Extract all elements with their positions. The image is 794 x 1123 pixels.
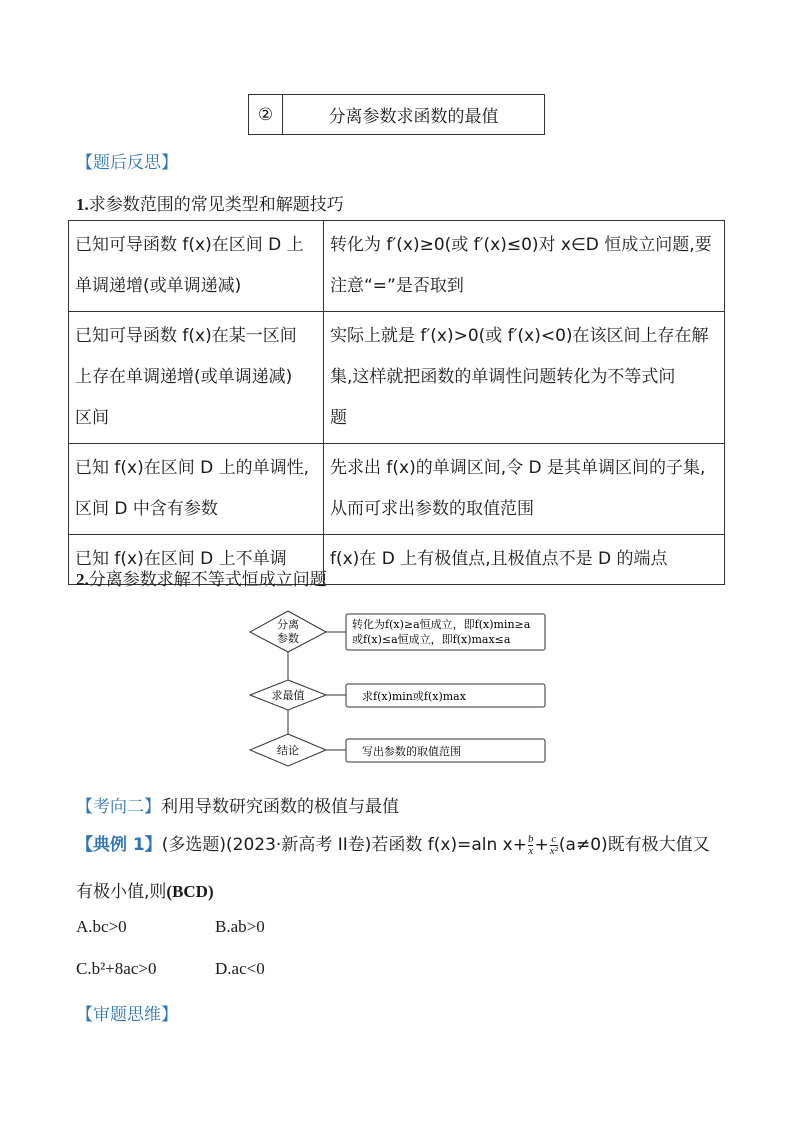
frac2-num: c — [551, 832, 557, 845]
section1-heading — [76, 190, 344, 215]
desc1-line2: 或f(x)≤a恒成立，即f(x)max≤a — [352, 633, 511, 646]
cell-line: 转化为 f′(x)≥0(或 f′(x)≤0)对 x∈D 恒成立问题,要 — [330, 235, 712, 255]
method-title: 分离参数求函数的最值 — [328, 107, 499, 127]
diamond1-line2: 参数 — [277, 632, 299, 645]
cell-line: 先求出 f(x)的单调区间,令 D 是其单调区间的子集, — [330, 458, 706, 478]
cell-line: 已知可导函数 f(x)在某一区间 — [75, 326, 297, 346]
desc1-line1: 转化为f(x)≥a恒成立，即f(x)min≥a — [352, 618, 531, 631]
section2-heading — [76, 565, 327, 590]
frac1-num: b — [527, 832, 534, 845]
fraction-c-over-x2 — [550, 834, 558, 857]
diamond3-label: 结论 — [277, 744, 299, 757]
diamond1-line1: 分离 — [277, 618, 299, 631]
technique-cell — [324, 444, 725, 535]
reflection-heading: 【题后反思】 — [76, 153, 178, 173]
option-c: C.b²+8ac>0 — [76, 959, 157, 978]
method-number: ② — [249, 95, 283, 134]
cell-line: 区间 — [75, 408, 109, 428]
parameter-techniques-table — [68, 220, 725, 585]
diamond2-label: 求最值 — [271, 689, 305, 702]
technique-cell — [324, 312, 725, 444]
section2-number: 2. — [76, 570, 89, 589]
cell-line: f(x)在 D 上有极值点,且极值点不是 D 的端点 — [330, 549, 668, 569]
technique-cell — [324, 535, 725, 585]
table-row — [69, 312, 725, 444]
section1-title: 求参数范围的常见类型和解题技巧 — [88, 195, 344, 215]
method-box — [248, 94, 545, 135]
direction2-tag: 【考向二】 — [76, 797, 161, 817]
table-row — [69, 221, 725, 312]
section1-number: 1. — [76, 195, 89, 214]
desc2-text: 求f(x)min或f(x)max — [362, 690, 466, 703]
cell-line: 上存在单调递增(或单调递减) — [75, 367, 293, 387]
separation-flowchart — [248, 606, 548, 771]
cell-line: 从而可求出参数的取值范围 — [330, 499, 534, 519]
cell-line: 已知 f(x)在区间 D 上的单调性, — [75, 458, 310, 478]
cell-line: 集,这样就把函数的单调性问题转化为不等式问 — [330, 367, 676, 387]
example1-line2-text: 有极小值,则 — [76, 882, 167, 902]
frac2-den: x² — [549, 844, 558, 857]
example1-line1 — [76, 830, 710, 860]
direction2-title: 利用导数研究函数的极值与最值 — [161, 797, 399, 817]
example1-line2 — [76, 877, 214, 902]
cell-line: 已知可导函数 f(x)在区间 D 上 — [75, 235, 304, 255]
cell-line: 已知 f(x)在区间 D 上不单调 — [75, 549, 287, 569]
example1-answer: (BCD) — [166, 882, 214, 901]
option-b: B.ab>0 — [215, 917, 265, 936]
cell-line: 实际上就是 f′(x)>0(或 f′(x)<0)在该区间上存在解 — [330, 326, 709, 346]
condition-cell — [69, 444, 324, 535]
cell-line: 区间 D 中含有参数 — [75, 499, 218, 519]
section2-title: 分离参数求解不等式恒成立问题 — [88, 570, 327, 590]
table-row — [69, 444, 725, 535]
example1-text-b: (a≠0)既有极大值又 — [558, 835, 710, 855]
technique-cell — [324, 221, 725, 312]
direction2-heading — [76, 792, 399, 817]
example1-text-a: (多选题)(2023·新高考 II卷)若函数 f(x)=aln x+ — [161, 835, 527, 855]
cell-line: 注意“=”是否取到 — [330, 276, 464, 296]
cell-line: 单调递增(或单调递减) — [75, 276, 242, 296]
cell-line: 题 — [330, 408, 347, 428]
example1-tag: 【典例 1】 — [76, 835, 162, 855]
example1-plus: + — [534, 835, 549, 855]
desc3-text: 写出参数的取值范围 — [362, 745, 461, 758]
option-a: A.bc>0 — [76, 917, 127, 936]
condition-cell — [69, 221, 324, 312]
condition-cell — [69, 312, 324, 444]
review-heading: 【审题思维】 — [76, 1005, 178, 1025]
frac1-den: x — [528, 844, 534, 857]
option-d: D.ac<0 — [215, 959, 265, 978]
fraction-b-over-x — [528, 834, 534, 857]
